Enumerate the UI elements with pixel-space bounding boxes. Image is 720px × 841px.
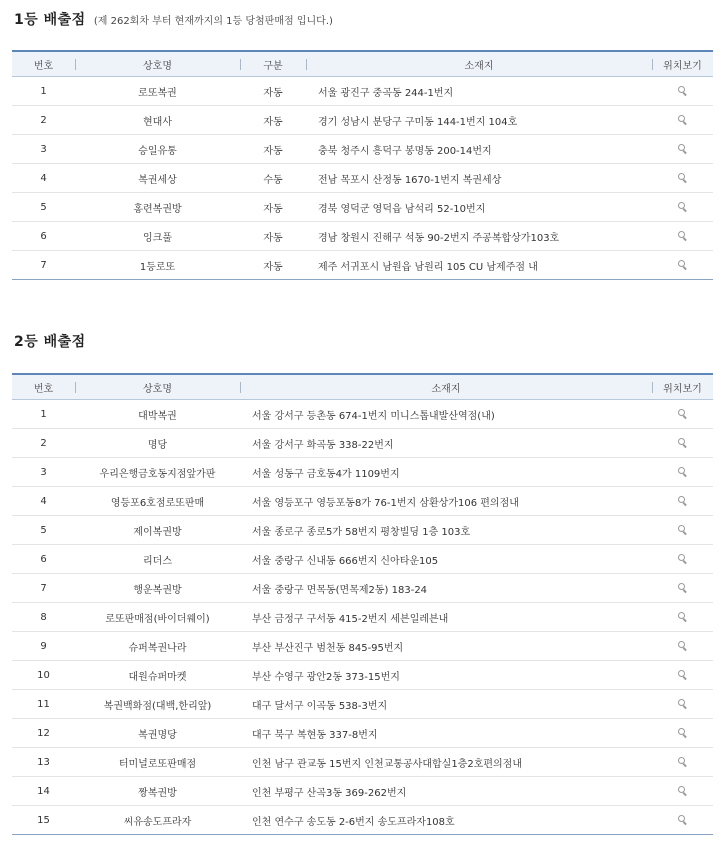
cell-name: 제이복권방	[75, 516, 240, 545]
magnifier-icon[interactable]	[677, 669, 688, 680]
map-cell	[652, 429, 713, 458]
section1-title: 1등 배출점	[14, 12, 86, 28]
table-row	[12, 400, 713, 429]
map-cell	[652, 661, 713, 690]
magnifier-icon[interactable]	[677, 814, 688, 825]
cell-address: 대구 북구 복현동 337-8번지	[240, 719, 652, 748]
table-row	[12, 106, 713, 135]
header-address: 소재지	[306, 51, 652, 77]
header-name: 상호명	[75, 51, 240, 77]
table-row	[12, 545, 713, 574]
table-row	[12, 429, 713, 458]
magnifier-icon[interactable]	[677, 85, 688, 96]
magnifier-icon[interactable]	[677, 582, 688, 593]
cell-type: 자동	[240, 106, 306, 135]
cell-address: 인천 부평구 산곡3동 369-262번지	[240, 777, 652, 806]
second-prize-rows	[12, 400, 713, 835]
map-cell	[652, 77, 713, 106]
cell-no: 6	[12, 222, 75, 251]
cell-address: 경기 성남시 분당구 구미동 144-1번지 104호	[306, 106, 652, 135]
table-row	[12, 487, 713, 516]
magnifier-icon[interactable]	[677, 727, 688, 738]
cell-no: 2	[12, 106, 75, 135]
cell-address: 부산 부산진구 범천동 845-95번지	[240, 632, 652, 661]
section1-subtitle: (제 262회차 부터 현재까지의 1등 당첨판매점 입니다.)	[93, 16, 333, 27]
magnifier-icon[interactable]	[677, 698, 688, 709]
cell-name: 대박복권	[75, 400, 240, 429]
magnifier-icon[interactable]	[677, 611, 688, 622]
cell-no: 4	[12, 164, 75, 193]
cell-name: 승일유통	[75, 135, 240, 164]
cell-address: 부산 수영구 광안2동 373-15번지	[240, 661, 652, 690]
magnifier-icon[interactable]	[677, 495, 688, 506]
cell-address: 충북 청주시 흥덕구 봉명동 200-14번지	[306, 135, 652, 164]
magnifier-icon[interactable]	[677, 143, 688, 154]
map-cell	[652, 516, 713, 545]
map-cell	[652, 222, 713, 251]
cell-no: 3	[12, 135, 75, 164]
cell-name: 복권백화점(대백,한리앞)	[75, 690, 240, 719]
cell-name: 대원슈퍼마켓	[75, 661, 240, 690]
map-cell	[652, 487, 713, 516]
cell-no: 5	[12, 516, 75, 545]
map-cell	[652, 135, 713, 164]
table-row	[12, 458, 713, 487]
header-type: 구분	[240, 51, 306, 77]
cell-address: 서울 중랑구 신내동 666번지 신아타운105	[240, 545, 652, 574]
table-row	[12, 632, 713, 661]
cell-name: 우리은행금호동지점앞가판	[75, 458, 240, 487]
cell-name: 잉크풀	[75, 222, 240, 251]
cell-address: 서울 강서구 등촌동 674-1번지 미니스톱내발산역점(내)	[240, 400, 652, 429]
cell-address: 부산 금정구 구서동 415-2번지 세븐일레븐내	[240, 603, 652, 632]
map-cell	[652, 690, 713, 719]
cell-no: 6	[12, 545, 75, 574]
cell-no: 4	[12, 487, 75, 516]
map-cell	[652, 106, 713, 135]
cell-no: 12	[12, 719, 75, 748]
cell-name: 씨유송도프라자	[75, 806, 240, 835]
cell-address: 전남 목포시 산정동 1670-1번지 복권세상	[306, 164, 652, 193]
cell-no: 8	[12, 603, 75, 632]
map-cell	[652, 632, 713, 661]
cell-type: 수동	[240, 164, 306, 193]
cell-type: 자동	[240, 193, 306, 222]
cell-address: 서울 강서구 화곡동 338-22번지	[240, 429, 652, 458]
map-cell	[652, 777, 713, 806]
cell-address: 제주 서귀포시 남원읍 남원리 105 CU 남제주점 내	[306, 251, 652, 280]
header-address: 소재지	[240, 374, 652, 400]
cell-address: 서울 광진구 중곡동 244-1번지	[306, 77, 652, 106]
cell-address: 서울 종로구 종로5가 58번지 평창빌딩 1층 103호	[240, 516, 652, 545]
cell-name: 홍련복권방	[75, 193, 240, 222]
magnifier-icon[interactable]	[677, 640, 688, 651]
map-cell	[652, 400, 713, 429]
cell-name: 영등포6호점로또판매	[75, 487, 240, 516]
table-row	[12, 748, 713, 777]
map-cell	[652, 719, 713, 748]
table-row	[12, 164, 713, 193]
cell-no: 1	[12, 77, 75, 106]
cell-name: 로또복권	[75, 77, 240, 106]
cell-no: 5	[12, 193, 75, 222]
magnifier-icon[interactable]	[677, 201, 688, 212]
cell-name: 명당	[75, 429, 240, 458]
table-header	[12, 51, 713, 77]
cell-address: 경북 영덕군 영덕읍 남석리 52-10번지	[306, 193, 652, 222]
cell-name: 현대사	[75, 106, 240, 135]
magnifier-icon[interactable]	[677, 553, 688, 564]
cell-address: 서울 중랑구 면목동(면목제2동) 183-24	[240, 574, 652, 603]
section1-title-wrap	[14, 9, 333, 29]
map-cell	[652, 748, 713, 777]
magnifier-icon[interactable]	[677, 114, 688, 125]
cell-name: 복권세상	[75, 164, 240, 193]
map-cell	[652, 193, 713, 222]
map-cell	[652, 603, 713, 632]
cell-address: 인천 연수구 송도동 2-6번지 송도프라자108호	[240, 806, 652, 835]
cell-type: 자동	[240, 251, 306, 280]
cell-type: 자동	[240, 222, 306, 251]
cell-no: 7	[12, 574, 75, 603]
magnifier-icon[interactable]	[677, 785, 688, 796]
cell-name: 1등로또	[75, 251, 240, 280]
header-name: 상호명	[75, 374, 240, 400]
magnifier-icon[interactable]	[677, 259, 688, 270]
cell-type: 자동	[240, 135, 306, 164]
cell-address: 경남 창원시 진해구 석동 90-2번지 주공복합상가103호	[306, 222, 652, 251]
cell-name: 리더스	[75, 545, 240, 574]
cell-no: 14	[12, 777, 75, 806]
table-row	[12, 135, 713, 164]
section2-title-wrap	[14, 331, 86, 351]
table-row	[12, 690, 713, 719]
table-row	[12, 251, 713, 280]
section2-title: 2등 배출점	[14, 334, 86, 350]
cell-no: 1	[12, 400, 75, 429]
map-cell	[652, 545, 713, 574]
magnifier-icon[interactable]	[677, 230, 688, 241]
header-map: 위치보기	[652, 51, 713, 77]
cell-no: 9	[12, 632, 75, 661]
first-prize-rows	[12, 77, 713, 280]
cell-address: 인천 남구 관교동 15번지 인천교통공사대합실1층2호편의점내	[240, 748, 652, 777]
cell-name: 행운복권방	[75, 574, 240, 603]
cell-no: 13	[12, 748, 75, 777]
header-no: 번호	[33, 60, 54, 72]
cell-name: 짱복권방	[75, 777, 240, 806]
map-cell	[652, 574, 713, 603]
header-no: 번호	[33, 383, 54, 395]
table-row	[12, 806, 713, 835]
map-cell	[652, 458, 713, 487]
cell-no: 15	[12, 806, 75, 835]
magnifier-icon[interactable]	[677, 466, 688, 477]
magnifier-icon[interactable]	[677, 408, 688, 419]
magnifier-icon[interactable]	[677, 172, 688, 183]
cell-no: 11	[12, 690, 75, 719]
cell-address: 서울 성동구 금호동4가 1109번지	[240, 458, 652, 487]
first-prize-table	[12, 50, 713, 280]
table-row	[12, 193, 713, 222]
cell-no: 3	[12, 458, 75, 487]
cell-no: 7	[12, 251, 75, 280]
table-row	[12, 661, 713, 690]
header-map: 위치보기	[652, 374, 713, 400]
cell-address: 대구 달서구 이곡동 538-3번지	[240, 690, 652, 719]
map-cell	[652, 806, 713, 835]
second-prize-table	[12, 373, 713, 835]
magnifier-icon[interactable]	[677, 756, 688, 767]
cell-no: 10	[12, 661, 75, 690]
cell-name: 로또판매점(바이더웨이)	[75, 603, 240, 632]
map-cell	[652, 251, 713, 280]
cell-no: 2	[12, 429, 75, 458]
cell-address: 서울 영등포구 영등포동8가 76-1번지 삼환상가106 편의점내	[240, 487, 652, 516]
table-row	[12, 222, 713, 251]
table-row	[12, 516, 713, 545]
table-header	[12, 374, 713, 400]
cell-type: 자동	[240, 77, 306, 106]
cell-name: 터미널로또판매점	[75, 748, 240, 777]
table-row	[12, 719, 713, 748]
cell-name: 슈퍼복권나라	[75, 632, 240, 661]
cell-name: 복권명당	[75, 719, 240, 748]
magnifier-icon[interactable]	[677, 437, 688, 448]
table-row	[12, 77, 713, 106]
table-row	[12, 777, 713, 806]
table-row	[12, 603, 713, 632]
magnifier-icon[interactable]	[677, 524, 688, 535]
map-cell	[652, 164, 713, 193]
table-row	[12, 574, 713, 603]
